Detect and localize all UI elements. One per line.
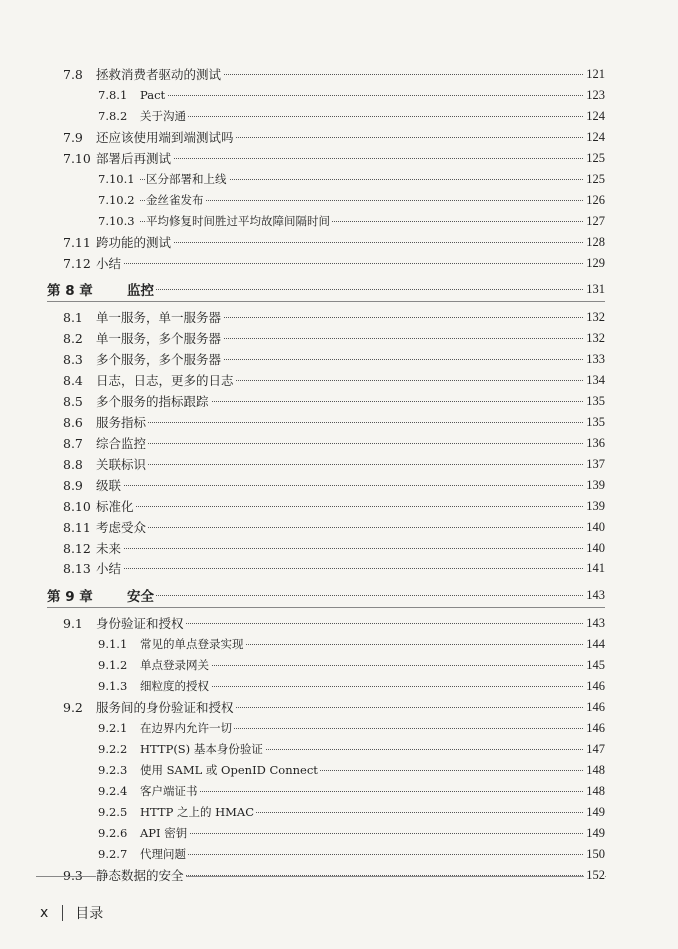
toc-entry-number: 8.5 <box>63 393 83 409</box>
toc-entry-title: 多个服务的指标跟踪 <box>96 394 209 409</box>
toc-entry-page: 147 <box>586 741 605 756</box>
toc-entry[interactable] <box>0 211 678 231</box>
toc-entry-title: 还应该使用端到端测试吗 <box>96 130 234 145</box>
toc-entry-title: 日志，日志，更多的日志 <box>96 373 234 388</box>
page-footer <box>40 903 103 923</box>
toc-dot-leader <box>96 548 603 549</box>
toc-entry-title: HTTP 之上的 HMAC <box>140 805 255 819</box>
toc-entry[interactable] <box>0 634 678 654</box>
toc-entry-page: 129 <box>586 255 605 270</box>
toc-dot-leader <box>127 595 603 596</box>
toc-entry-title: API 密钥 <box>140 826 188 840</box>
toc-entry[interactable] <box>0 412 678 432</box>
toc-entry-number: 9.1.1 <box>98 637 128 651</box>
toc-entry-title: 多个服务，多个服务器 <box>96 352 222 367</box>
toc-entry-page: 140 <box>586 519 605 534</box>
toc-entry-title: 常见的单点登录实现 <box>140 637 244 651</box>
footer-section-title: 目录 <box>75 906 104 922</box>
toc-entry-page: 148 <box>586 783 605 798</box>
toc-dot-leader <box>96 527 603 528</box>
toc-entry-title: 跨功能的测试 <box>96 235 172 250</box>
toc-entry-title: 部署后再测试 <box>96 151 172 166</box>
toc-entry-number: 9.2 <box>63 699 83 715</box>
toc-entry-number: 8.4 <box>63 372 83 388</box>
toc-entry-title: 级联 <box>96 478 122 493</box>
toc-entry-number: 7.10 <box>63 150 91 166</box>
toc-entry-title: 单一服务，单一服务器 <box>96 310 222 325</box>
toc-entry[interactable] <box>0 844 678 864</box>
toc-entry[interactable] <box>0 85 678 105</box>
toc-entry-number: 8.10 <box>63 498 91 514</box>
toc-entry-page: 139 <box>586 498 605 513</box>
toc-entry[interactable] <box>0 349 678 369</box>
toc-entry[interactable] <box>0 433 678 453</box>
toc-entry-title: 细粒度的授权 <box>140 679 209 693</box>
toc-entry-page: 133 <box>586 351 605 366</box>
toc-entry-number: 8.1 <box>63 309 83 325</box>
toc-dot-leader <box>140 854 603 855</box>
toc-entry-title: 单点登录网关 <box>140 658 209 672</box>
toc-dot-leader <box>140 791 603 792</box>
toc-entry-page: 137 <box>586 456 605 471</box>
toc-dot-leader <box>140 95 603 96</box>
toc-entry[interactable] <box>0 190 678 210</box>
toc-entry[interactable] <box>0 232 678 252</box>
toc-entry-page: 141 <box>586 560 605 575</box>
toc-entry-number: 第 9 章 <box>47 589 93 605</box>
toc-entry[interactable] <box>0 697 678 717</box>
toc-dot-leader <box>140 200 603 201</box>
toc-entry-page: 144 <box>586 636 605 651</box>
toc-entry[interactable] <box>0 558 678 578</box>
toc-entry-number: 9.2.6 <box>98 826 128 840</box>
toc-entry[interactable] <box>0 496 678 516</box>
toc-entry-page: 134 <box>586 372 605 387</box>
toc-entry-page: 123 <box>586 87 605 102</box>
toc-entry[interactable] <box>0 391 678 411</box>
toc-entry-page: 149 <box>586 804 605 819</box>
toc-entry-number: 8.8 <box>63 456 83 472</box>
toc-entry-number: 9.2.7 <box>98 847 128 861</box>
toc-entry[interactable] <box>0 454 678 474</box>
toc-entry[interactable] <box>0 718 678 738</box>
toc-entry[interactable] <box>0 613 678 633</box>
toc-dot-leader <box>96 485 603 486</box>
toc-dot-leader <box>96 464 603 465</box>
toc-entry-title: 服务间的身份验证和授权 <box>96 700 234 715</box>
toc-entry-page: 145 <box>586 657 605 672</box>
toc-entry-page: 125 <box>586 171 605 186</box>
toc-entry-number: 8.6 <box>63 414 83 430</box>
toc-entry[interactable] <box>0 739 678 759</box>
toc-entry-number: 9.1.2 <box>98 658 128 672</box>
toc-entry-title: 考虑受众 <box>96 520 147 535</box>
toc-entry-title: 服务指标 <box>96 415 147 430</box>
toc-entry[interactable] <box>0 760 678 780</box>
toc-entry-page: 126 <box>586 192 605 207</box>
toc-entry-page: 128 <box>586 234 605 249</box>
toc-entry-number: 8.7 <box>63 435 83 451</box>
toc-entry-page: 135 <box>586 393 605 408</box>
toc-entry-number: 9.1.3 <box>98 679 128 693</box>
toc-entry[interactable] <box>0 676 678 696</box>
toc-entry-number: 7.8 <box>63 66 83 82</box>
toc-entry-title: 客户端证书 <box>140 784 198 798</box>
toc-entry-number: 9.2.3 <box>98 763 128 777</box>
toc-entry[interactable] <box>0 475 678 495</box>
toc-entry-number: 8.11 <box>63 519 91 535</box>
toc-entry-title: 安全 <box>127 585 156 605</box>
toc-entry-page: 152 <box>586 867 605 882</box>
toc-entry-page: 149 <box>586 825 605 840</box>
toc-entry-number: 7.10.3 <box>98 214 135 228</box>
toc-entry-page: 150 <box>586 846 605 861</box>
toc-entry-title: 未来 <box>96 541 122 556</box>
toc-entry-page: 124 <box>586 129 605 144</box>
toc-entry[interactable] <box>0 106 678 126</box>
toc-entry[interactable] <box>0 148 678 168</box>
toc-entry-title: 小结 <box>96 256 122 271</box>
toc-entry[interactable] <box>0 370 678 390</box>
toc-entry-page: 124 <box>586 108 605 123</box>
toc-entry-page: 143 <box>586 615 605 630</box>
toc-entry[interactable] <box>0 127 678 147</box>
toc-entry-page: 146 <box>586 678 605 693</box>
toc-entry-title: 关于沟通 <box>140 109 186 123</box>
toc-entry-number: 8.2 <box>63 330 83 346</box>
toc-entry[interactable] <box>0 328 678 348</box>
toc-entry-page: 140 <box>586 540 605 555</box>
toc-dot-leader <box>140 116 603 117</box>
toc-entry[interactable] <box>0 517 678 537</box>
toc-entry-page: 139 <box>586 477 605 492</box>
toc-entry-page: 148 <box>586 762 605 777</box>
toc-entry-title: HTTP(S) 基本身份验证 <box>140 742 263 756</box>
toc-entry[interactable] <box>0 64 678 84</box>
toc-dot-leader <box>127 289 603 290</box>
toc-entry-page: 131 <box>586 281 605 296</box>
toc-entry-number: 8.12 <box>63 540 91 556</box>
toc-dot-leader <box>96 263 603 264</box>
toc-entry-number: 8.13 <box>63 560 91 576</box>
toc-entry-page: 135 <box>586 414 605 429</box>
toc-entry-page: 146 <box>586 699 605 714</box>
footer-separator <box>62 905 63 921</box>
toc-entry-number: 9.2.5 <box>98 805 128 819</box>
toc-entry-number: 8.9 <box>63 477 83 493</box>
toc-entry[interactable] <box>0 253 678 273</box>
toc-entry-number: 9.3 <box>63 867 83 883</box>
toc-entry[interactable] <box>0 655 678 675</box>
toc-entry-title: 使用 SAML 或 OpenID Connect <box>140 763 318 777</box>
toc-entry-number: 9.1 <box>63 615 83 631</box>
toc-entry-number: 9.2.1 <box>98 721 128 735</box>
toc-entry-number: 7.12 <box>63 255 91 271</box>
toc-entry-page: 146 <box>586 720 605 735</box>
toc-entry-number: 7.9 <box>63 129 83 145</box>
toc-entry-number: 7.8.2 <box>98 109 128 123</box>
toc-entry-title: 平均修复时间胜过平均故障间隔时间 <box>146 214 330 228</box>
toc-entry[interactable] <box>0 865 678 885</box>
toc-entry-page: 127 <box>586 213 605 228</box>
toc-entry-title: 静态数据的安全 <box>96 868 184 883</box>
chapter-divider <box>47 301 605 302</box>
toc-entry-number: 9.2.4 <box>98 784 128 798</box>
toc-dot-leader <box>96 422 603 423</box>
toc-entry-title: 在边界内允许一切 <box>140 721 232 735</box>
toc-entry-page: 136 <box>586 435 605 450</box>
toc-entry-title: 小结 <box>96 561 122 576</box>
toc-entry-number: 7.8.1 <box>98 88 128 102</box>
toc-entry-number: 9.2.2 <box>98 742 128 756</box>
toc-entry-number: 8.3 <box>63 351 83 367</box>
toc-entry-title: 综合监控 <box>96 436 147 451</box>
toc-entry[interactable] <box>0 781 678 801</box>
toc-entry-title: 代理问题 <box>140 847 186 861</box>
toc-entry-title: 标准化 <box>96 499 134 514</box>
toc-entry-page: 121 <box>586 66 605 81</box>
toc-entry-number: 7.10.1 <box>98 172 135 186</box>
toc-entry-page: 132 <box>586 330 605 345</box>
toc-entry[interactable] <box>0 169 678 189</box>
toc-entry-number: 第 8 章 <box>47 283 93 299</box>
toc-entry-title: 监控 <box>127 279 156 299</box>
toc-entry-page: 143 <box>586 587 605 602</box>
toc-entry-page: 125 <box>586 150 605 165</box>
toc-entry-title: 金丝雀发布 <box>146 193 204 207</box>
toc-entry-number: 7.10.2 <box>98 193 135 207</box>
footer-page-number: x <box>40 905 49 921</box>
toc-entry-title: 单一服务，多个服务器 <box>96 331 222 346</box>
toc-entry-title: 关联标识 <box>96 457 147 472</box>
toc-chapter[interactable] <box>0 585 678 605</box>
toc-dot-leader <box>96 506 603 507</box>
chapter-divider <box>47 607 605 608</box>
toc-entry[interactable] <box>0 802 678 822</box>
toc-chapter[interactable] <box>0 279 678 299</box>
toc-entry[interactable] <box>0 307 678 327</box>
toc-entry-number: 7.11 <box>63 234 91 250</box>
toc-entry[interactable] <box>0 538 678 558</box>
toc-dot-leader <box>96 568 603 569</box>
toc-entry-title: Pact <box>140 88 166 102</box>
toc-entry[interactable] <box>0 823 678 843</box>
toc-dot-leader <box>96 443 603 444</box>
toc-entry-title: 区分部署和上线 <box>146 172 227 186</box>
toc-dot-leader <box>140 833 603 834</box>
toc-entry-title: 拯救消费者驱动的测试 <box>96 67 222 82</box>
toc-entry-title: 身份验证和授权 <box>96 616 184 631</box>
toc-entry-page: 132 <box>586 309 605 324</box>
